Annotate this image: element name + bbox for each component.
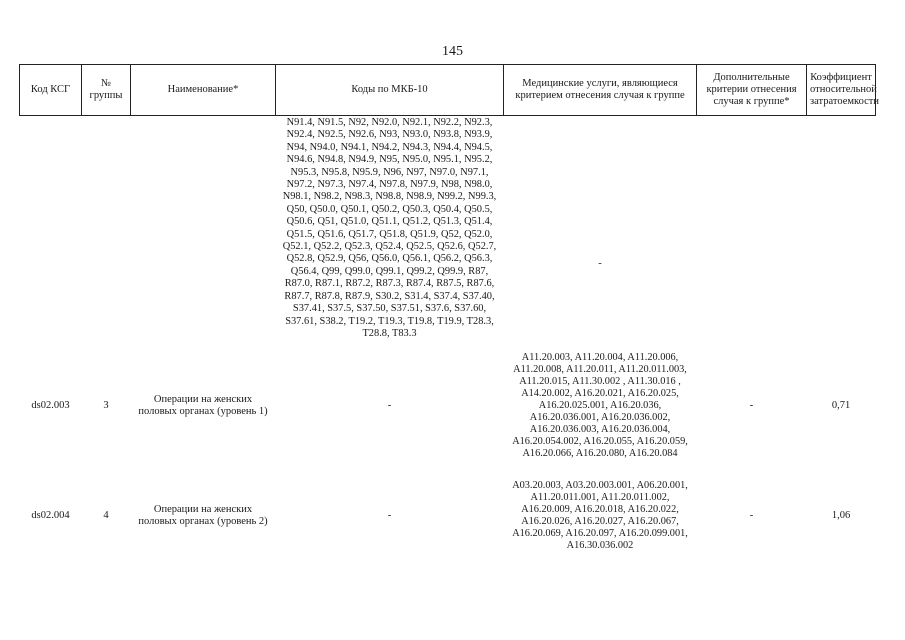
header-additional-criteria: Дополнительные критерии отнесения случая к группе* (697, 65, 807, 116)
services-dash: - (598, 258, 602, 269)
mkb-codes-continued (276, 116, 504, 341)
header-name: Наименование* (131, 65, 276, 116)
row-code: ds02.003 (31, 400, 70, 412)
row-criteria: - (749, 400, 754, 412)
row-name: Операции на женских половых органах (уровень 2) (138, 503, 268, 528)
row-code: ds02.004 (31, 510, 70, 522)
row-services (504, 472, 697, 560)
header-group-number: № группы (82, 65, 131, 116)
row-services (504, 340, 697, 472)
services-continued (504, 116, 697, 341)
row-coefficient: 1,06 (831, 510, 851, 522)
row-mkb: - (387, 400, 392, 412)
row-group: 4 (103, 510, 109, 522)
header-mkb-codes: Коды по МКБ-10 (276, 65, 504, 116)
table-row-ds02-004 (20, 472, 876, 560)
row-criteria: - (749, 510, 754, 522)
ksg-table (19, 64, 879, 560)
row-mkb: - (387, 510, 392, 522)
row-services-text: A11.20.003, A11.20.004, A11.20.006, A11.20.008, A11.20.011, A11.20.011.003, A11.20.015, A11.30.002 , A11.30.016 , A14.20.002, A16.20.021, A16.20.025, A16.20.025.001, A16.20.036, A16.20.036.001, A16.20.036.002, A16.20.036.003, A16.20.036.004, A16.20.054.002, A16.20.055, A16.20.059, A16.20.066, A16.20.080, A16.20.084 (512, 352, 688, 460)
row-name: Операции на женских половых органах (уровень 1) (138, 393, 268, 418)
header-code: Код КСГ (20, 65, 82, 116)
row-coefficient: 0,71 (831, 400, 851, 412)
row-group: 3 (103, 400, 109, 412)
header-coefficient: Коэффициент относительной затратоемкости (807, 65, 876, 116)
mkb-codes-text: N91.4, N91.5, N92, N92.0, N92.1, N92.2, N92.3, N92.4, N92.5, N92.6, N93, N93.0, N93.8, N93.9, N94, N94.0, N94.1, N94.2, N94.3, N94.4, N94.5, N94.6, N94.8, N94.9, N95, N95.0, N95.1, N95.2, N95.3, N95.8, N95.9, N96, N97, N97.0, N97.1, N97.2, N97.3, N97.4, N97.8, N97.9, N98, N98.0, N98.1, N98.2, N98.3, N98.8, N98.9, N99.2, N99.3, Q50, Q50.0, Q50.1, Q50.2, Q50.3, Q50.4, Q50.5, Q50.6, Q51, Q51.0, Q51.1, Q51.2, Q51.3, Q51.4, Q51.5, Q51.6, Q51.7, Q51.8, Q51.9, Q52, Q52.0, Q52.1, Q52.2, Q52.3, Q52.4, Q52.5, Q52.6, Q52.7, Q52.8, Q52.9, Q56, Q56.0, Q56.1, Q56.2, Q56.3, Q56.4, Q99, Q99.0, Q99.1, Q99.2, Q99.9, R87, R87.0, R87.1, R87.2, R87.3, R87.4, R87.5, R87.6, R87.7, R87.8, R87.9, S30.2, S31.4, S37.4, S37.40, S37.41, S37.5, S37.50, S37.51, S37.6, S37.60, S37.61, S38.2, T19.2, T19.3, T19.8, T19.9, T28.3, T28.8, T83.3 (282, 117, 497, 339)
page-number: 145 (442, 44, 463, 59)
row-services-text: A03.20.003, A03.20.003.001, A06.20.001, A11.20.011.001, A11.20.011.002, A16.20.009, A16.20.018, A16.20.022, A16.20.026, A16.20.027, A16.20.067, A16.20.069, A16.20.097, A16.20.099.001, A16.30.036.002 (512, 480, 688, 552)
header-row (20, 65, 876, 116)
header-medical-services: Медицинские услуги, являющиеся критерием отнесения случая к группе (504, 65, 697, 116)
continuation-row (20, 116, 876, 341)
table-row-ds02-003 (20, 340, 876, 472)
